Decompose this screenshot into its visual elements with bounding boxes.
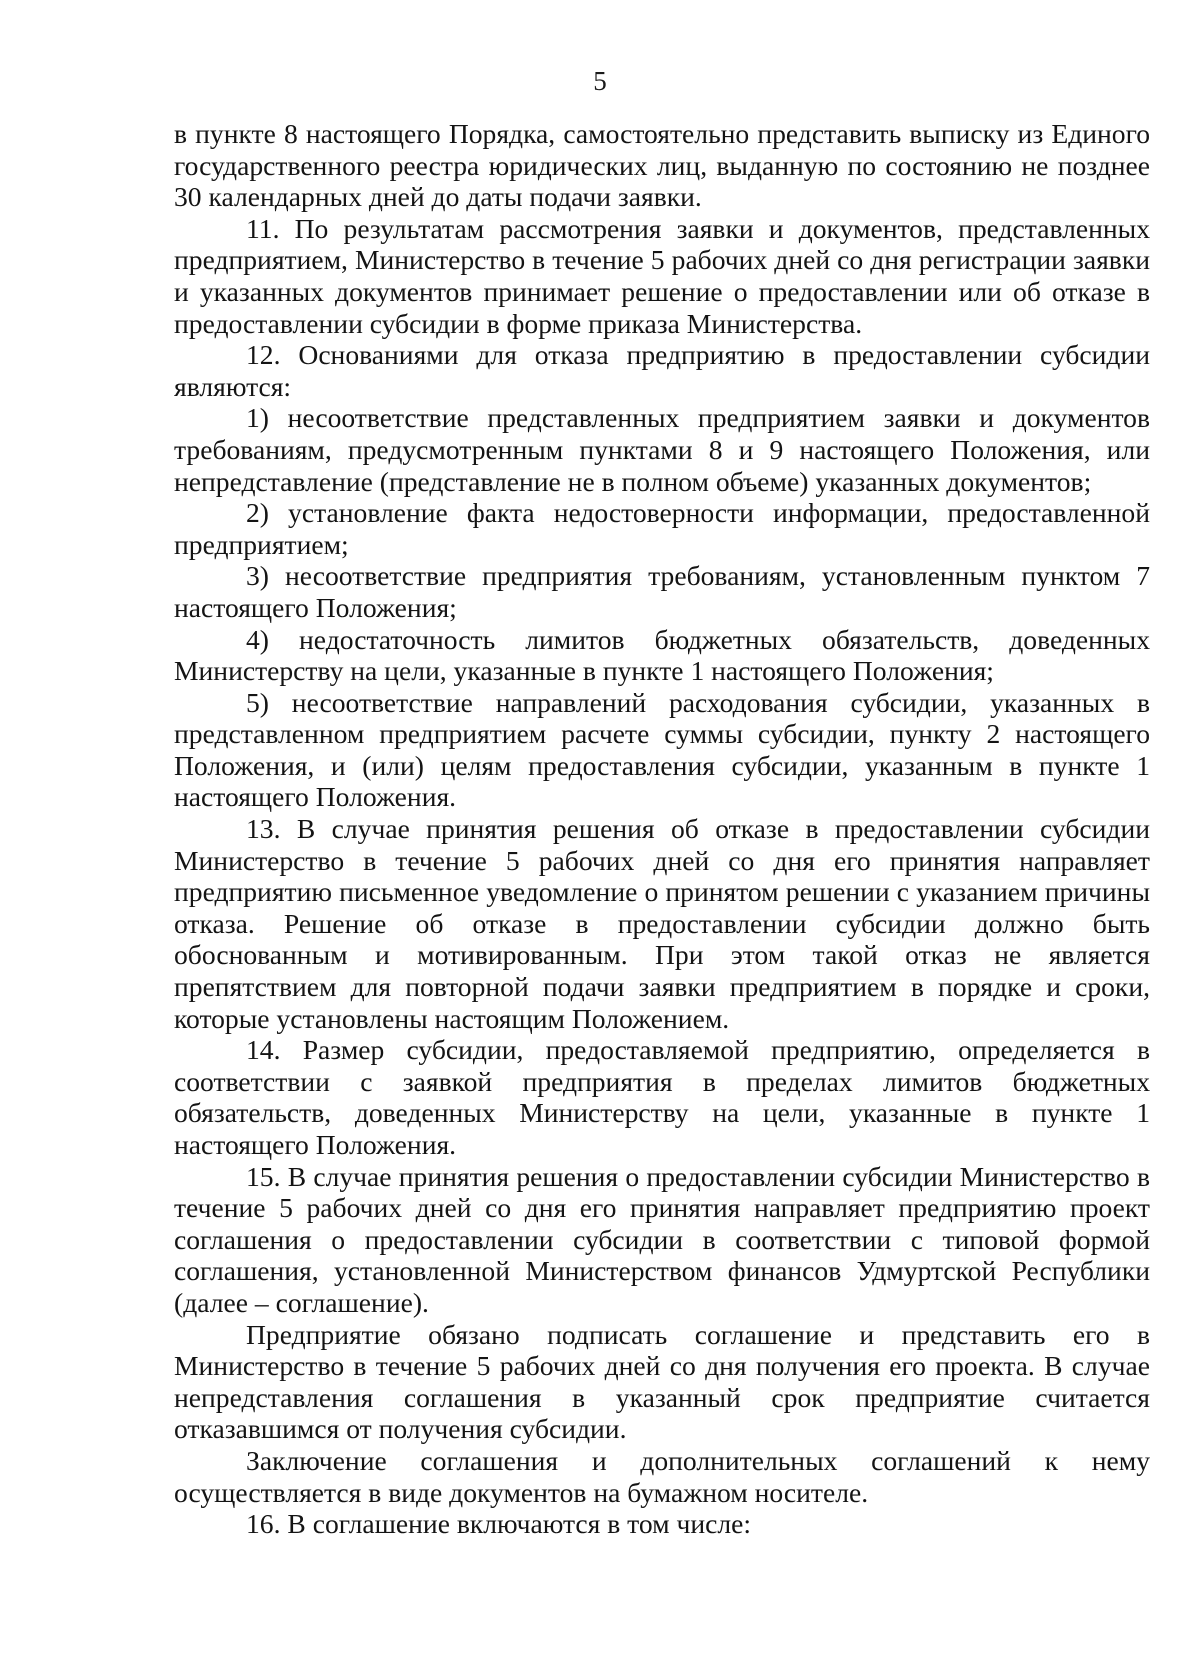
list-item-2: 2) установление факта недостоверности информации, предоставленной предприятием; bbox=[174, 497, 1150, 560]
list-item-4: 4) недостаточность лимитов бюджетных обязательств, доведенных Министерству на цели, указанные в пункте 1 настоящего Положения; bbox=[174, 623, 1150, 687]
list-item-1: 1) несоответствие представленных предприятием заявки и документов требованиям, предусмотренным пунктами 8 и 9 настоящего Положения, или непредставление (представление не в полном объеме) указанных документов; bbox=[174, 402, 1150, 497]
paragraph-11: 11. По результатам рассмотрения заявки и документов, представленных предприятием, Министерство в течение 5 рабочих дней со дня регистрации заявки и указанных документов принимает решение о предоставлении или об отказе в предоставлении субсидии в форме приказа Министерства. bbox=[174, 212, 1150, 339]
paragraph-15: 15. В случае принятия решения о предоставлении субсидии Министерство в течение 5 рабочих дней со дня его принятия направляет предприятию проект соглашения о предоставлении субсидии в соответствии с типовой формой соглашения, установленной Министерством финансов Удмуртской Республики (далее – соглашение). bbox=[174, 1160, 1150, 1318]
paragraph-13: 13. В случае принятия решения об отказе в предоставлении субсидии Министерство в течение 5 рабочих дней со дня его принятия направляет предприятию письменное уведомление о принятом решении с указанием причины отказа. Решение об отказе в предоставлении субсидии должно быть обоснованным и мотивированным. При этом такой отказ не является препятствием для повторной подачи заявки предприятием в порядке и сроки, которые установлены настоящим Положением. bbox=[174, 813, 1150, 1034]
paragraph-15-sub-1: Предприятие обязано подписать соглашение и представить его в Министерство в течение 5 рабочих дней со дня получения его проекта. В случае непредставления соглашения в указанный срок предприятие считается отказавшимся от получения субсидии. bbox=[174, 1318, 1150, 1445]
list-item-5: 5) несоответствие направлений расходования субсидии, указанных в представленном предприятием расчете суммы субсидии, пункту 2 настоящего Положения, и (или) целям предоставления субсидии, указанным в пункте 1 настоящего Положения. bbox=[174, 686, 1150, 813]
paragraph-15-sub-2: Заключение соглашения и дополнительных соглашений к нему осуществляется в виде документов на бумажном носителе. bbox=[174, 1444, 1150, 1508]
paragraph-continuation: в пункте 8 настоящего Порядка, самостоятельно представить выписку из Единого государственного реестра юридических лиц, выданную по состоянию не позднее 30 календарных дней до даты подачи заявки. bbox=[174, 118, 1150, 213]
paragraph-12: 12. Основаниями для отказа предприятию в предоставлении субсидии являются: bbox=[174, 339, 1150, 402]
paragraph-16: 16. В соглашение включаются в том числе: bbox=[246, 1508, 752, 1540]
paragraph-14: 14. Размер субсидии, предоставляемой предприятию, определяется в соответствии с заявкой предприятия в пределах лимитов бюджетных обязательств, доведенных Министерству на цели, указанные в пункте 1 настоящего Положения. bbox=[174, 1034, 1150, 1160]
page-number: 5 bbox=[593, 66, 607, 96]
document-body bbox=[174, 118, 1150, 1540]
list-item-3: 3) несоответствие предприятия требованиям, установленным пунктом 7 настоящего Положения; bbox=[174, 560, 1150, 623]
